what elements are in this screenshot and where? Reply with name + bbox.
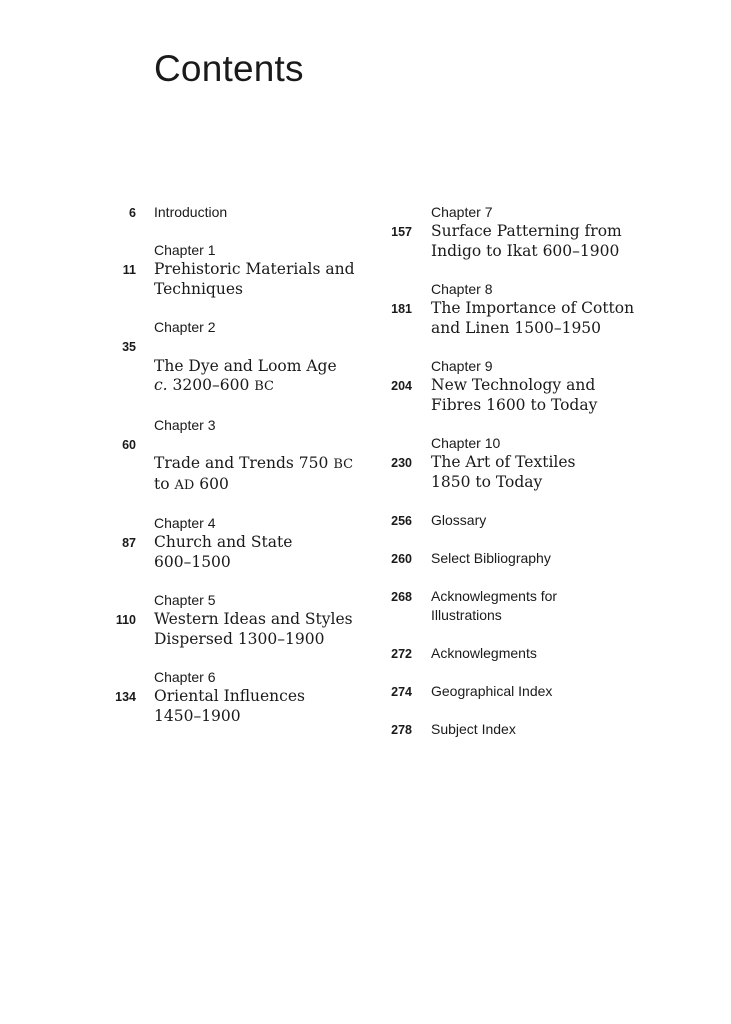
- page-number: 272: [391, 647, 412, 661]
- chapter-label: Chapter 1: [154, 242, 216, 258]
- title-part-c: 600: [194, 474, 229, 493]
- toc-entry-chapter-6[interactable]: [104, 668, 364, 726]
- toc-entry-chapter-7[interactable]: [382, 203, 662, 261]
- toc-entry-acknowledgments-illustrations[interactable]: [382, 587, 662, 625]
- title-line-1: The Dye and Loom Age: [154, 356, 337, 375]
- entry-title: [154, 435, 353, 496]
- page-number: 260: [391, 552, 412, 566]
- page-number: 134: [115, 690, 136, 704]
- entry-title: Church and State 600–1500: [154, 533, 293, 571]
- chapter-label: Chapter 4: [154, 515, 216, 531]
- toc-entry-chapter-9[interactable]: [382, 357, 662, 415]
- entry-title: Geographical Index: [431, 683, 553, 699]
- entry-title: Western Ideas and Styles Dispersed 1300–1900: [154, 610, 353, 648]
- chapter-label: Chapter 6: [154, 669, 216, 685]
- title-era: BC: [254, 379, 274, 394]
- entry-title: [154, 337, 337, 397]
- toc-left-column: [104, 203, 364, 745]
- page-number: 181: [391, 302, 412, 316]
- entry-title: Surface Patterning from Indigo to Ikat 600–1900: [431, 222, 622, 260]
- page-number: 230: [391, 456, 412, 470]
- page-number: 256: [391, 514, 412, 528]
- page-number: 204: [391, 379, 412, 393]
- entry-title: Glossary: [431, 512, 487, 528]
- page-number: 60: [122, 437, 136, 452]
- page-title: Contents: [154, 48, 304, 89]
- title-era-1: BC: [333, 457, 354, 472]
- page-number: 268: [391, 590, 412, 604]
- page-number: 6: [129, 206, 136, 220]
- page-number: 110: [115, 613, 136, 627]
- chapter-label: Chapter 2: [154, 319, 216, 335]
- entry-title: Subject Index: [431, 721, 516, 737]
- entry-title: New Technology and Fibres 1600 to Today: [431, 376, 598, 414]
- entry-title: Acknowlegments: [431, 645, 537, 661]
- toc-entry-glossary[interactable]: [382, 511, 662, 530]
- chapter-label: Chapter 9: [431, 358, 493, 374]
- chapter-label: Chapter 3: [154, 416, 216, 433]
- page-number: 274: [391, 685, 412, 699]
- chapter-label: Chapter 7: [431, 204, 493, 220]
- toc-right-column: [382, 203, 662, 758]
- page-number: 278: [391, 723, 412, 737]
- page-number: 87: [122, 536, 136, 550]
- entry-title: The Art of Textiles 1850 to Today: [431, 453, 576, 491]
- title-circa: c.: [154, 376, 168, 394]
- title-era-2: AD: [174, 477, 195, 493]
- chapter-label: Chapter 8: [431, 281, 493, 297]
- toc-entry-chapter-4[interactable]: [104, 514, 364, 572]
- page-number: 35: [122, 340, 136, 354]
- chapter-label: Chapter 10: [431, 435, 501, 451]
- toc-entry-chapter-1[interactable]: [104, 241, 364, 299]
- toc-entry-geographical-index[interactable]: [382, 682, 662, 701]
- entry-title: Introduction: [154, 204, 228, 220]
- toc-entry-select-bibliography[interactable]: [382, 549, 662, 568]
- entry-title: Prehistoric Materials and Techniques: [154, 260, 355, 298]
- title-part-b: to: [154, 474, 175, 493]
- toc-entry-introduction[interactable]: [104, 203, 364, 222]
- toc-entry-acknowledgments[interactable]: [382, 644, 662, 663]
- entry-title: Acknowlegments for Illustrations: [431, 588, 558, 623]
- title-years: 3200–600: [167, 376, 255, 394]
- entry-title: The Importance of Cotton and Linen 1500–1950: [431, 299, 635, 337]
- title-part-a: Trade and Trends 750: [154, 454, 334, 472]
- toc-entry-chapter-10[interactable]: [382, 434, 662, 492]
- toc-entry-chapter-8[interactable]: [382, 280, 662, 338]
- toc-entry-chapter-2[interactable]: [104, 318, 364, 397]
- chapter-label: Chapter 5: [154, 592, 216, 608]
- toc-entry-chapter-3[interactable]: [104, 416, 364, 496]
- entry-title: Select Bibliography: [431, 550, 551, 566]
- page-number: 11: [122, 263, 136, 277]
- toc-entry-subject-index[interactable]: [382, 720, 662, 739]
- page-number: 157: [391, 225, 412, 239]
- entry-title: Oriental Influences 1450–1900: [154, 687, 305, 725]
- toc-entry-chapter-5[interactable]: [104, 591, 364, 649]
